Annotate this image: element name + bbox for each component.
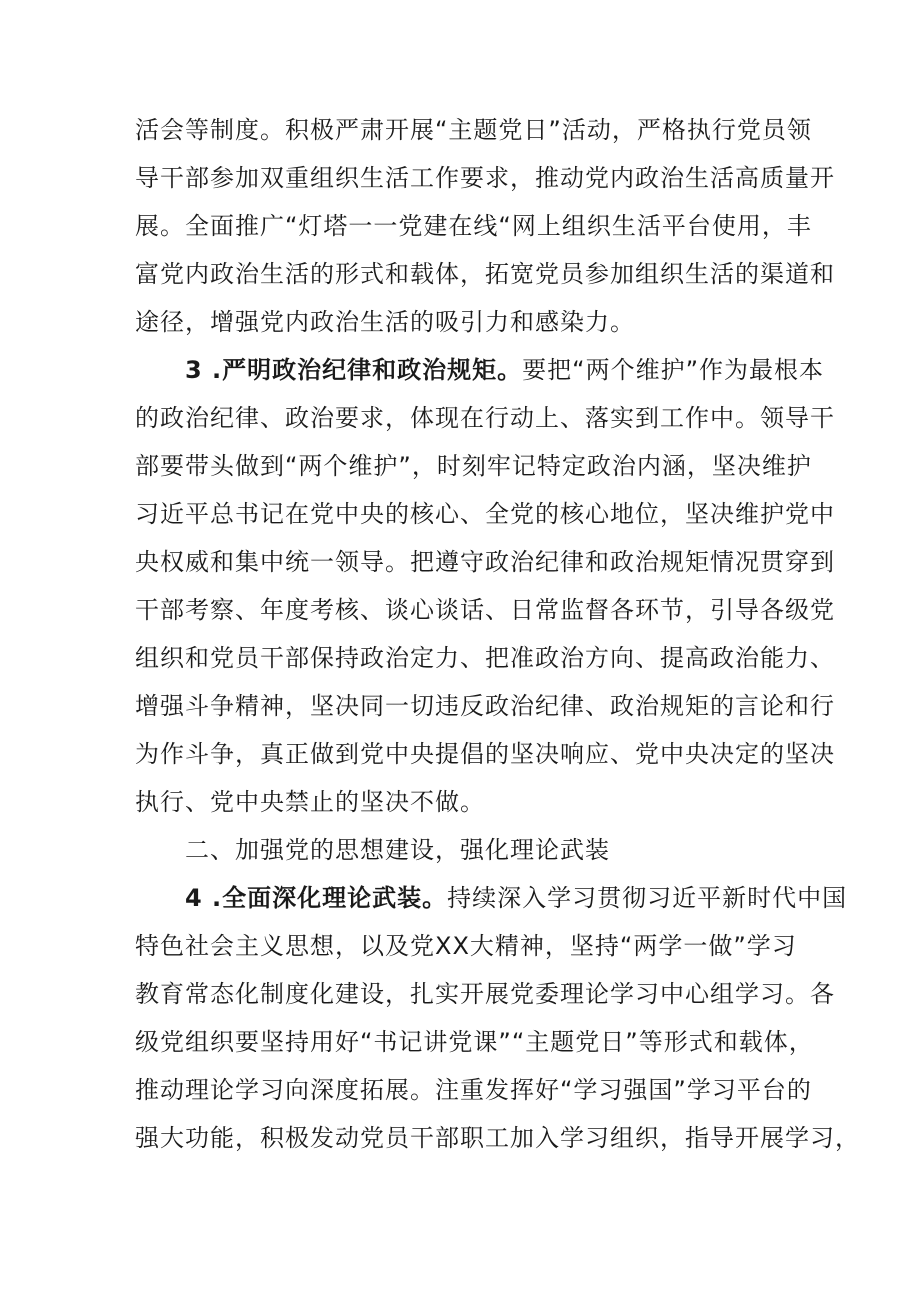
paragraph-first-line [185, 878, 848, 918]
item-text: 持续深入学习贯彻习近平新时代中国 [447, 884, 848, 912]
paragraph-line: 推动理论学习向深度拓展。注重发挥好“学习强国”学习平台的 [135, 1076, 812, 1104]
paragraph-line: 展。全面推广“灯塔一一党建在线“网上组织生活平台使用，丰 [135, 212, 812, 240]
paragraph-line: 习近平总书记在党中央的核心、全党的核心地位，坚决维护党中 [135, 500, 835, 528]
paragraph-line: 富党内政治生活的形式和载体，拓宽党员参加组织生活的渠道和 [135, 260, 835, 288]
paragraph-first-line [185, 350, 825, 390]
paragraph-line: 导干部参加双重组织生活工作要求，推动党内政治生活高质量开 [135, 164, 835, 192]
paragraph-line: 强大功能，积极发动党员干部职工加入学习组织，指导开展学习， [135, 1124, 860, 1152]
item-heading: 4 .全面深化理论武装。 [185, 884, 448, 912]
paragraph-line: 组织和党员干部保持政治定力、把准政治方向、提高政治能力、 [135, 644, 835, 672]
paragraph-line: 级党组织要坚持用好“书记讲党课”“主题党日”等形式和载体， [135, 1028, 814, 1056]
paragraph-line: 的政治纪律、政治要求，体现在行动上、落实到工作中。领导干 [135, 404, 835, 432]
paragraph-line: 特色社会主义思想，以及党XX大精神，坚持“两学一做”学习 [135, 932, 797, 960]
paragraph-line: 央权威和集中统一领导。把遵守政治纪律和政治规矩情况贯穿到 [135, 548, 835, 576]
paragraph-line: 途径，增强党内政治生活的吸引力和感染力。 [135, 308, 635, 336]
paragraph-line: 活会等制度。积极严肃开展“主题党日”活动，严格执行党员领 [135, 116, 812, 144]
paragraph-line: 增强斗争精神，坚决同一切违反政治纪律、政治规矩的言论和行 [135, 692, 835, 720]
paragraph-line: 为作斗争，真正做到党中央提倡的坚决响应、党中央决定的坚决 [135, 740, 835, 768]
paragraph-line: 教育常态化制度化建设，扎实开展党委理论学习中心组学习。各 [135, 980, 835, 1008]
paragraph-line: 部要带头做到“两个维护”，时刻牢记特定政治内涵，坚决维护 [135, 452, 812, 480]
item-heading: 3 .严明政治纪律和政治规矩。 [185, 356, 523, 384]
item-text: 要把“两个维护”作为最根本 [522, 356, 825, 384]
paragraph-line: 执行、党中央禁止的坚决不做。 [135, 788, 485, 816]
paragraph-line: 干部考察、年度考核、谈心谈话、日常监督各环节，引导各级党 [135, 596, 835, 624]
section-heading: 二、加强党的思想建设，强化理论武装 [185, 836, 610, 864]
